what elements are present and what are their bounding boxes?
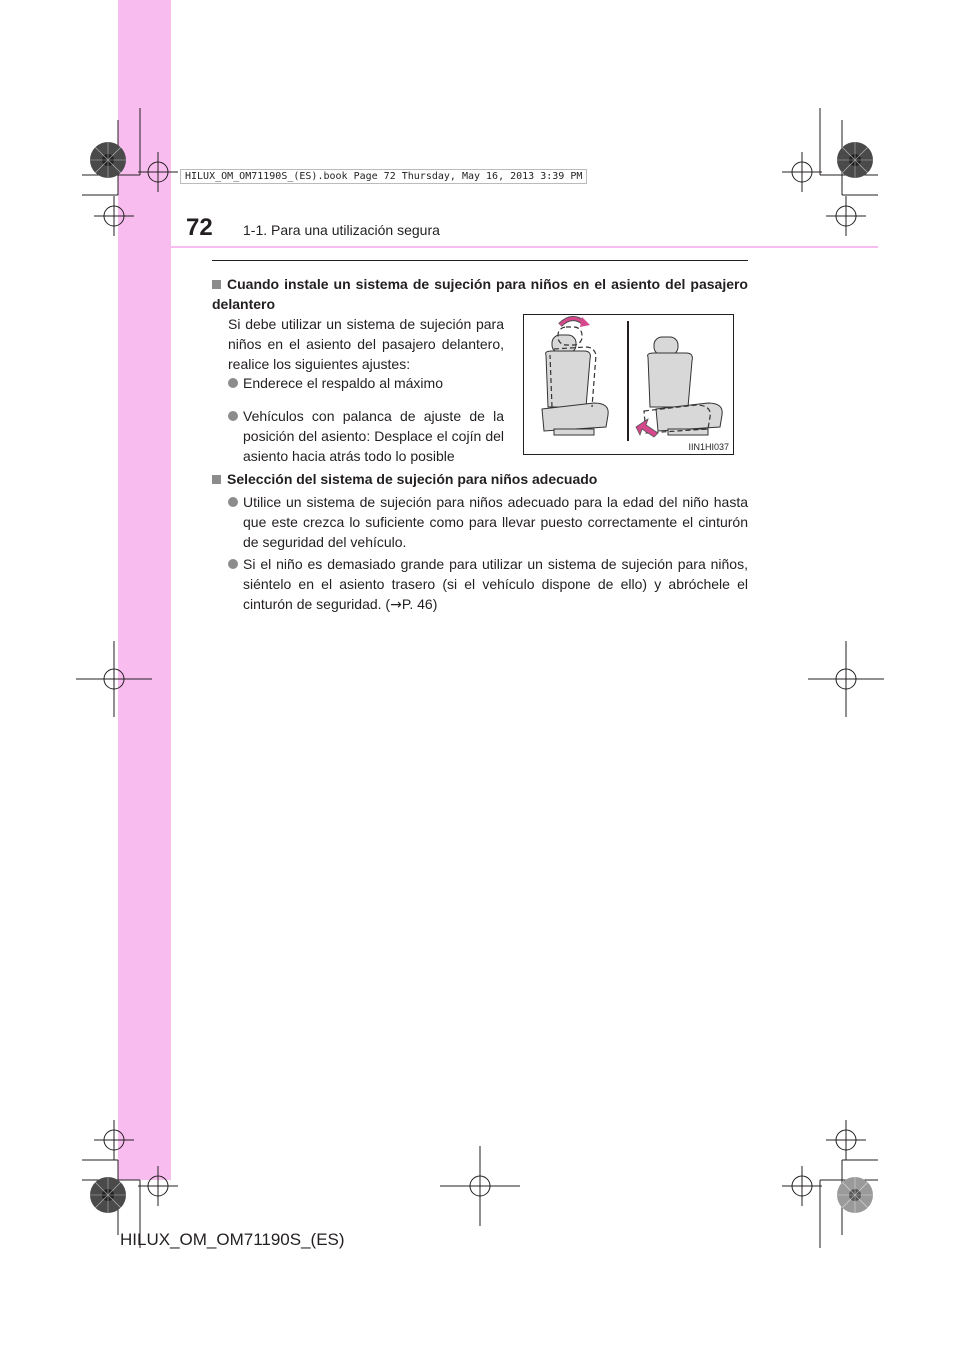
square-bullet-icon [212, 280, 221, 289]
heading-text: Selección del sistema de sujeción para niños adecuado [227, 471, 598, 487]
book-stamp: HILUX_OM_OM71190S_(ES).book Page 72 Thursday, May 16, 2013 3:39 PM [180, 169, 587, 184]
square-bullet-icon [212, 475, 221, 484]
seat-illustration [524, 315, 733, 454]
list-item [243, 373, 504, 393]
list-item [243, 492, 748, 552]
round-bullet-icon [228, 559, 238, 569]
list-item [243, 406, 504, 466]
heading-front-seat [212, 274, 748, 314]
content-rule [212, 260, 748, 261]
heading-select-system [212, 469, 748, 489]
pink-side-band [118, 0, 171, 1180]
list-item-text: Si el niño es demasiado grande para utilizar un sistema de sujeción para niños, siéntelo en el asiento trasero (si el vehículo dispone de ello) y abróchele el cinturón de seguridad. ( [243, 556, 748, 612]
header-pink-line [118, 246, 878, 248]
intro-paragraph: Si debe utilizar un sistema de sujeción para niños en el asiento del pasajero delantero, realice los siguientes ajustes: [228, 316, 504, 372]
page-reference-link[interactable]: P. 46) [401, 596, 438, 612]
page-ref-arrow-icon: → [390, 597, 402, 613]
list-item-text: Utilice un sistema de sujeción para niños adecuado para la edad del niño hasta que este crezca lo suficiente como para llevar puesto correctamente el cinturón de seguridad del vehículo. [243, 494, 748, 550]
round-bullet-icon [228, 378, 238, 388]
round-bullet-icon [228, 497, 238, 507]
seat-adjust-figure [523, 314, 734, 455]
section-title: 1-1. Para una utilización segura [243, 222, 440, 238]
heading-text: Cuando instale un sistema de sujeción para niños en el asiento del pasajero delantero [212, 276, 748, 312]
list-item [243, 554, 748, 615]
footer-model: HILUX_OM_OM71190S_(ES) [120, 1230, 345, 1249]
round-bullet-icon [228, 411, 238, 421]
page-number: 72 [186, 214, 213, 241]
list-item-text: Vehículos con palanca de ajuste de la posición del asiento: Desplace el cojín del asiento hacia atrás todo lo posible [243, 408, 504, 464]
figure-code: IIN1HI037 [688, 442, 729, 452]
list-item-text: Enderece el respaldo al máximo [243, 375, 443, 391]
